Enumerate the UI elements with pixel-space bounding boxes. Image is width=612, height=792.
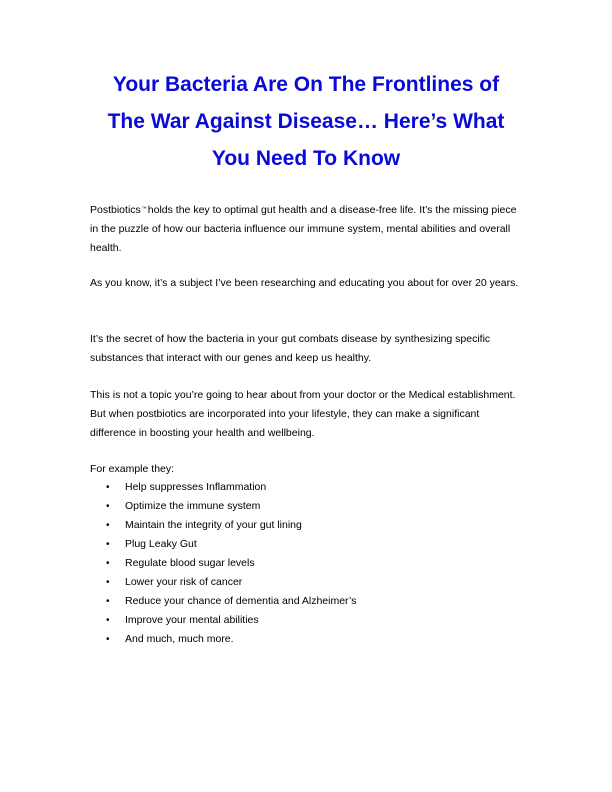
bullet-icon: •: [106, 634, 110, 645]
list-item: [90, 497, 522, 516]
title-line-1: Your Bacteria Are On The Frontlines of: [112, 73, 500, 96]
paragraph-example-intro: For example they:: [90, 463, 175, 475]
paragraph-topic: This is not a topic you’re going to hear about from your doctor or the Medical establishment. But when postbiotics are incorporated into your lifestyle, they can make a significant difference in boosting your health and wellbeing.: [90, 389, 516, 439]
paragraph-intro: [90, 200, 522, 258]
list-item-text: And much, much more.: [125, 633, 234, 645]
list-item: [90, 592, 522, 611]
paragraph-secret: It’s the secret of how the bacteria in your gut combats disease by synthesizing specific substances that interact with our genes and keep us healthy.: [90, 333, 491, 364]
bullet-icon: •: [106, 501, 110, 512]
bullet-icon: •: [106, 558, 110, 569]
postbiotics-word: Postbiotics: [90, 204, 141, 216]
list-item-text: Improve your mental abilities: [125, 614, 259, 626]
title-line-3: You Need To Know: [211, 147, 401, 170]
bullet-icon: •: [106, 539, 110, 550]
list-item: [90, 516, 522, 535]
bullet-icon: •: [106, 482, 110, 493]
list-item-text: Regulate blood sugar levels: [125, 557, 255, 569]
paragraph-research: As you know, it’s a subject I’ve been researching and educating you about for over 20 years.: [90, 277, 519, 289]
list-item-text: Maintain the integrity of your gut lining: [125, 519, 302, 531]
list-item-text: Reduce your chance of dementia and Alzheimer’s: [125, 595, 357, 607]
benefits-list: [90, 478, 522, 649]
title-line-2: The War Against Disease… Here’s What: [107, 110, 505, 133]
list-item-text: Lower your risk of cancer: [125, 576, 243, 588]
trademark-mark: ™: [141, 206, 147, 212]
paragraph-intro-text: holds the key to optimal gut health and a disease-free life. It’s the missing piece in the puzzle of how our bacteria influence our immune system, mental abilities and overall health.: [90, 204, 517, 254]
list-item: [90, 630, 522, 649]
list-item: [90, 478, 522, 497]
bullet-icon: •: [106, 577, 110, 588]
list-item-text: Help suppresses Inflammation: [125, 481, 267, 493]
list-item: [90, 535, 522, 554]
page-title: [60, 66, 552, 177]
bullet-icon: •: [106, 520, 110, 531]
bullet-icon: •: [106, 596, 110, 607]
list-item-text: Plug Leaky Gut: [125, 538, 197, 550]
list-item: [90, 611, 522, 630]
list-item-text: Optimize the immune system: [125, 500, 261, 512]
list-item: [90, 573, 522, 592]
list-item: [90, 554, 522, 573]
bullet-icon: •: [106, 615, 110, 626]
